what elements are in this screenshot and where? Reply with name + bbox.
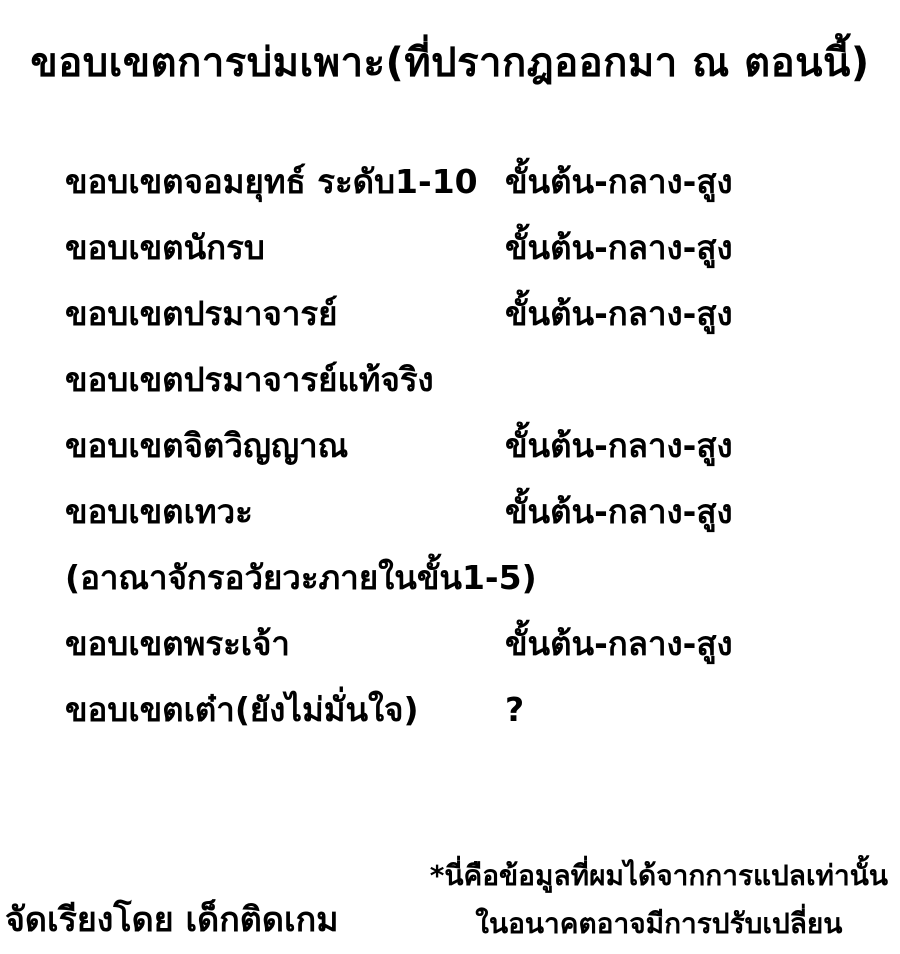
realm-row-warlord bbox=[65, 148, 870, 214]
realm-name: ขอบเขตจอมยุทธ์ ระดับ1-10 bbox=[65, 161, 478, 201]
realm-name: ขอบเขตปรมาจารย์ bbox=[65, 293, 338, 333]
realm-stages: ขั้นต้น-กลาง-สูง bbox=[505, 425, 733, 465]
realm-stages: ? bbox=[505, 689, 525, 729]
realm-name: ขอบเขตเทวะ bbox=[65, 491, 253, 531]
translator-note-line-2: ในอนาคตอาจมีการปรับเปลี่ยน bbox=[475, 906, 843, 940]
realm-name: ขอบเขตจิตวิญญาณ bbox=[65, 425, 349, 465]
realm-row-dao bbox=[65, 676, 870, 742]
realm-row-warrior bbox=[65, 214, 870, 280]
realm-row-spirit bbox=[65, 412, 870, 478]
realm-stages: ขั้นต้น-กลาง-สูง bbox=[505, 623, 733, 663]
realm-stages: ขั้นต้น-กลาง-สูง bbox=[505, 491, 733, 531]
page-title: ขอบเขตการบ่มเพาะ(ที่ปรากฎออกมา ณ ตอนนี้) bbox=[30, 40, 870, 86]
realm-row-inner-organ-note bbox=[65, 544, 870, 610]
realm-stages: ขั้นต้น-กลาง-สูง bbox=[505, 293, 733, 333]
translator-note bbox=[430, 852, 888, 948]
realm-list bbox=[65, 148, 870, 742]
realm-name: ขอบเขตเต๋า(ยังไม่มั่นใจ) bbox=[65, 689, 419, 729]
realm-stages: ขั้นต้น-กลาง-สูง bbox=[505, 161, 733, 201]
credit-text: จัดเรียงโดย เด็กติดเกม bbox=[5, 900, 339, 940]
realm-row-deva bbox=[65, 478, 870, 544]
realm-name: (อาณาจักรอวัยวะภายในขั้น1-5) bbox=[65, 557, 537, 597]
realm-stages: ขั้นต้น-กลาง-สูง bbox=[505, 227, 733, 267]
realm-name: ขอบเขตพระเจ้า bbox=[65, 623, 290, 663]
realm-name: ขอบเขตปรมาจารย์แท้จริง bbox=[65, 359, 434, 399]
translator-note-line-1: *นี่คือข้อมูลที่ผมได้จากการแปลเท่านั้น bbox=[429, 858, 888, 892]
realm-row-grandmaster bbox=[65, 280, 870, 346]
realm-name: ขอบเขตนักรบ bbox=[65, 227, 265, 267]
realm-row-god bbox=[65, 610, 870, 676]
realm-row-true-grandmaster bbox=[65, 346, 870, 412]
